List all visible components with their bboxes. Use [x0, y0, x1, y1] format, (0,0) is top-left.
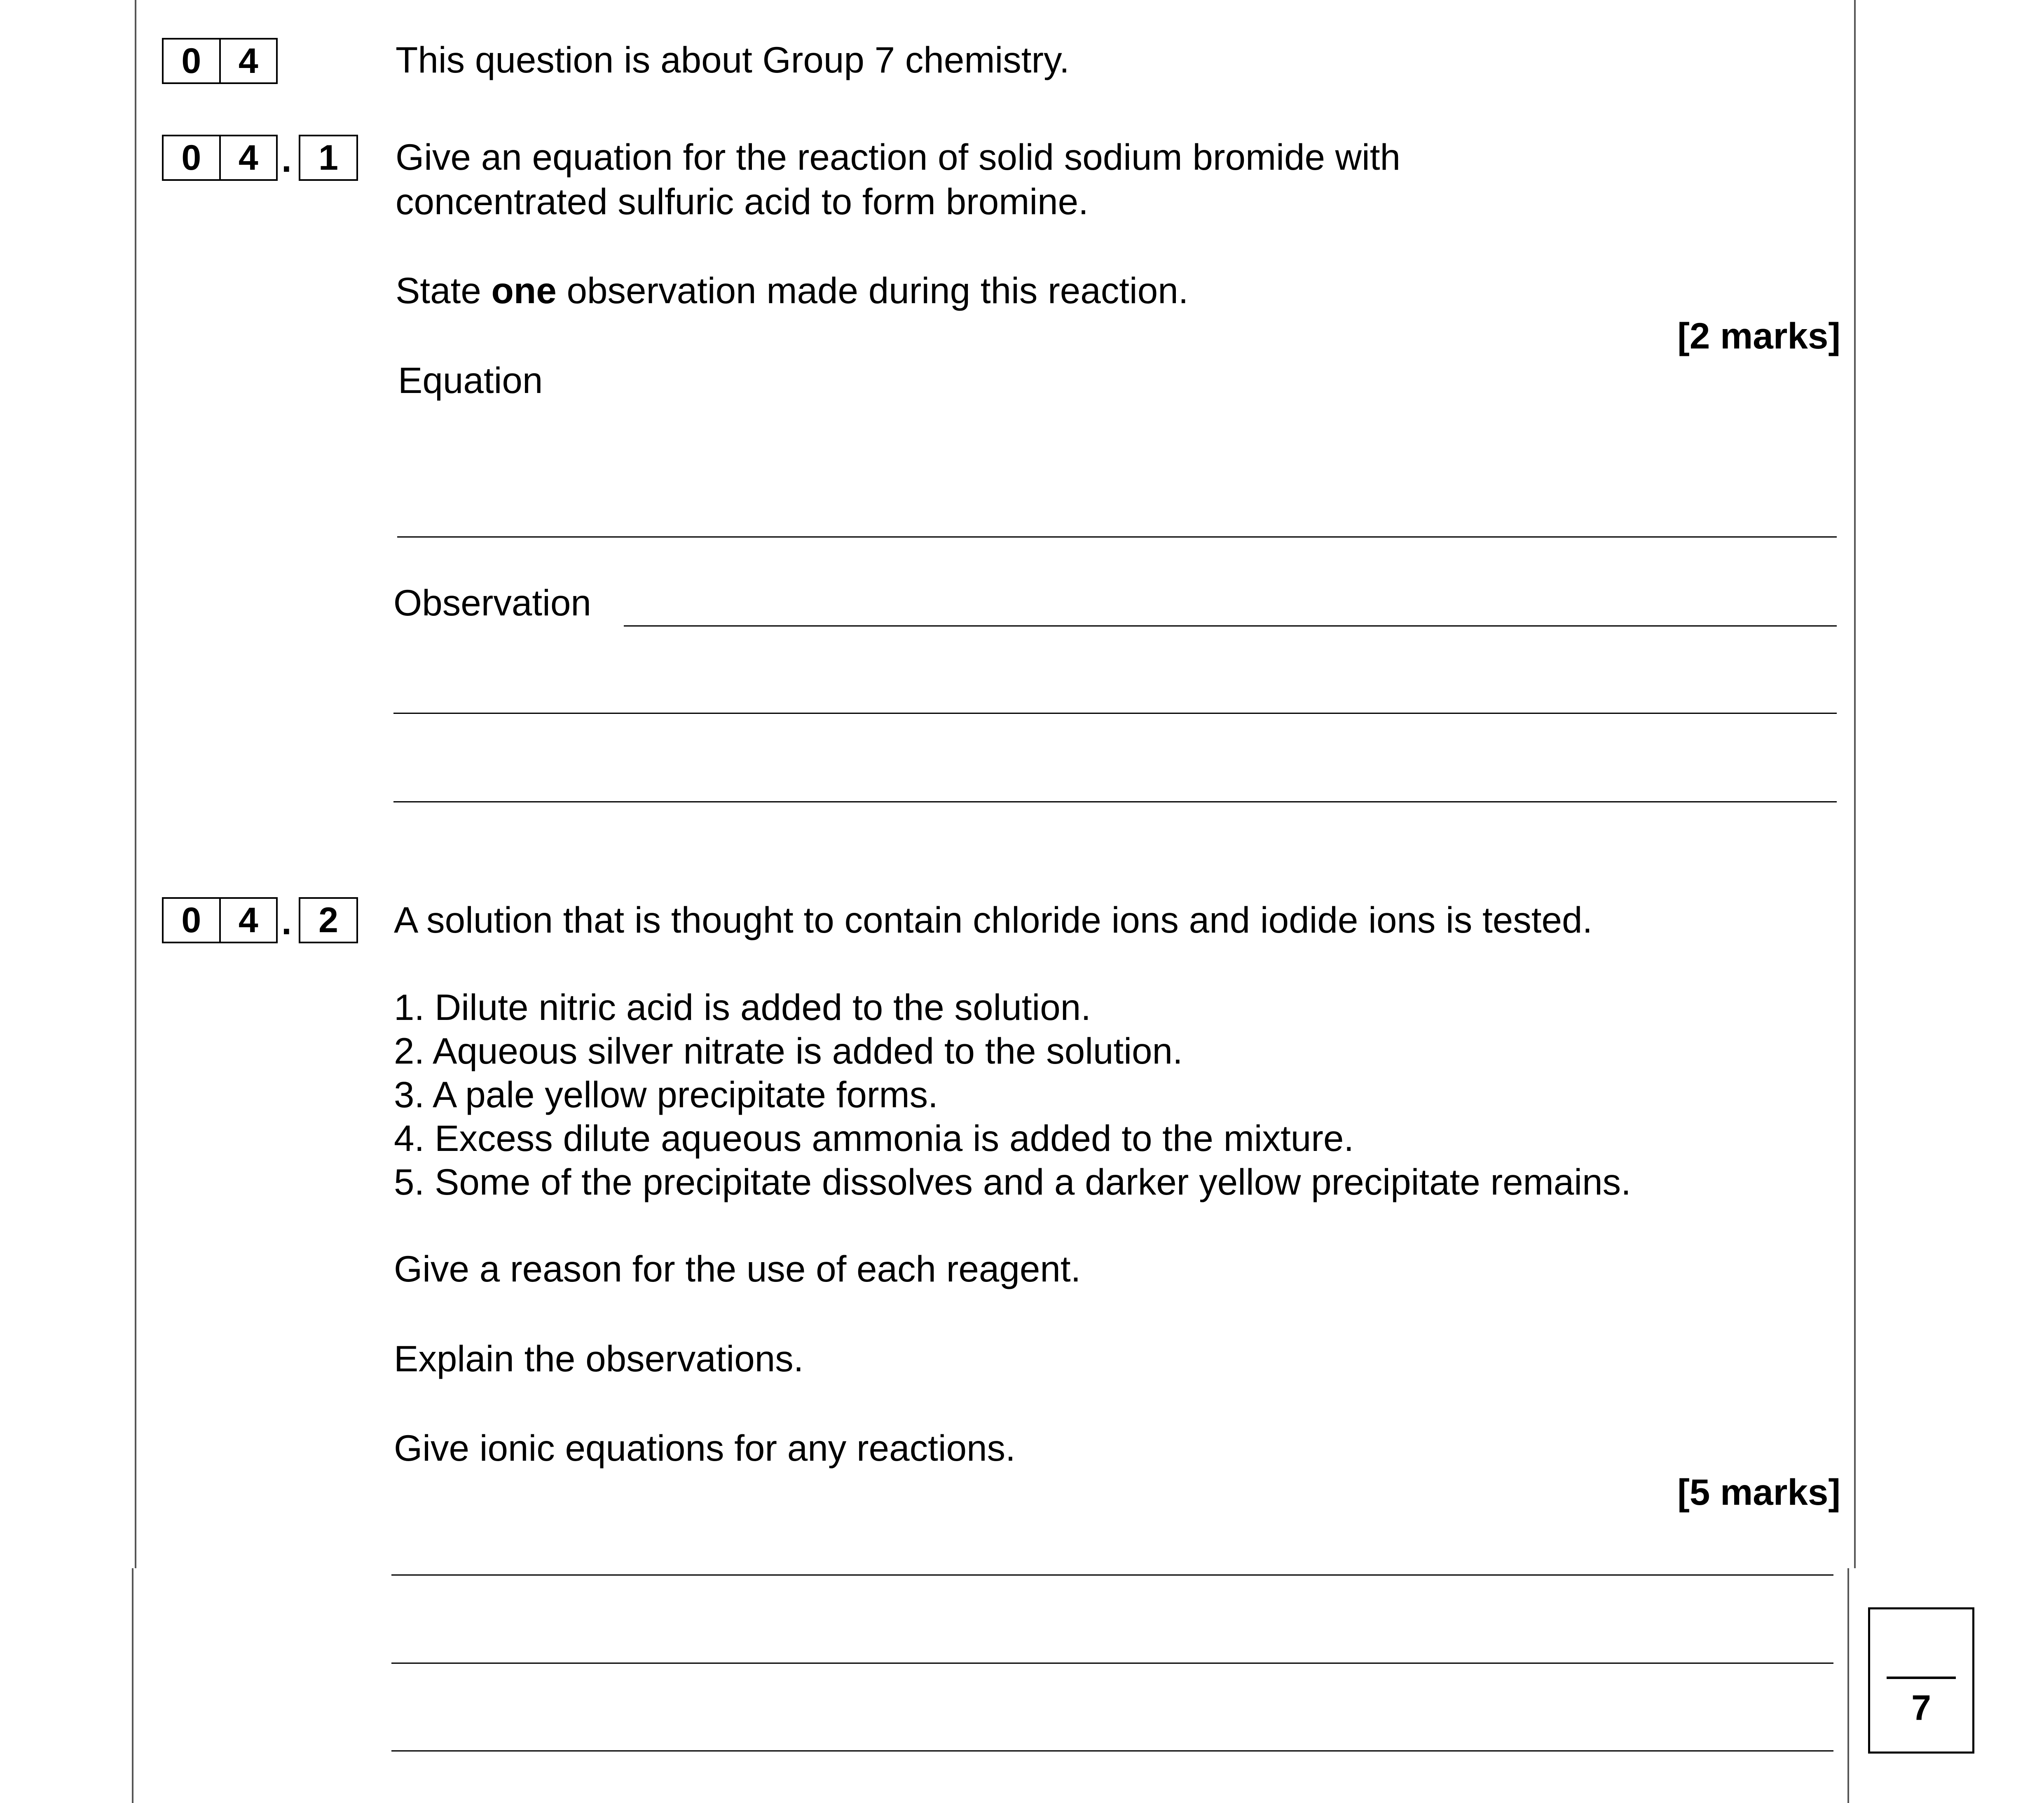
question-digit: 0 [181, 138, 201, 178]
question-instruction: Give ionic equations for any reactions. [394, 1427, 1016, 1469]
observation-answer-line[interactable] [624, 625, 1837, 627]
subquestion-number-box [299, 897, 358, 943]
question-number-box [162, 38, 278, 84]
procedure-step: 1. Dilute nitric acid is added to the solution. [394, 987, 1091, 1028]
marks-label: [2 marks] [1677, 315, 1840, 356]
subquestion-digit: 2 [318, 900, 338, 940]
instruction-text: observation made during this reaction. [556, 270, 1189, 311]
subquestion-digit: 1 [318, 138, 338, 178]
procedure-step: 2. Aqueous silver nitrate is added to the solution. [394, 1030, 1183, 1071]
question-digit: 0 [181, 900, 201, 940]
page-total: 7 [1911, 1688, 1931, 1728]
procedure-step: 3. A pale yellow precipitate forms. [394, 1074, 938, 1115]
answer-line[interactable] [391, 1663, 1833, 1664]
equation-answer-line[interactable] [397, 536, 1837, 538]
question-intro: A solution that is thought to contain chloride ions and iodide ions is tested. [394, 899, 1593, 940]
question-digit: 4 [219, 136, 276, 179]
question-instruction: Explain the observations. [394, 1338, 804, 1379]
instruction-text: State [396, 270, 492, 311]
question-number-dot: . [281, 138, 292, 180]
question-number-box [162, 897, 278, 943]
right-margin-rule [1854, 0, 1856, 1568]
procedure-step: 4. Excess dilute aqueous ammonia is added to the mixture. [394, 1118, 1354, 1159]
answer-line[interactable] [393, 801, 1837, 802]
answer-line[interactable] [391, 1574, 1833, 1576]
page-total-box [1868, 1607, 1974, 1754]
equation-label: Equation [398, 360, 543, 401]
answer-line[interactable] [393, 713, 1837, 714]
question-number-dot: . [281, 901, 292, 942]
question-instruction [396, 269, 1188, 313]
right-margin-rule-lower [1847, 1568, 1849, 1803]
procedure-step: 5. Some of the precipitate dissolves and a darker yellow precipitate remains. [394, 1161, 1631, 1202]
left-margin-rule [135, 0, 136, 1568]
question-text-line: concentrated sulfuric acid to form bromine. [396, 181, 1089, 222]
question-instruction: Give a reason for the use of each reagent. [394, 1248, 1081, 1289]
question-digit: 4 [219, 899, 276, 942]
marks-label: [5 marks] [1677, 1471, 1840, 1513]
question-intro: This question is about Group 7 chemistry. [396, 39, 1070, 80]
subquestion-number-box [299, 135, 358, 181]
question-text-line: Give an equation for the reaction of solid sodium bromide with [396, 136, 1400, 178]
procedure-steps [394, 985, 1631, 1204]
total-divider [1887, 1677, 1956, 1679]
left-margin-rule-lower [132, 1568, 133, 1803]
question-digit: 4 [219, 40, 276, 82]
question-number-box [162, 135, 278, 181]
instruction-emphasis: one [491, 270, 557, 311]
question-digit: 0 [181, 41, 201, 81]
answer-line[interactable] [391, 1750, 1833, 1752]
observation-label: Observation [393, 582, 591, 623]
